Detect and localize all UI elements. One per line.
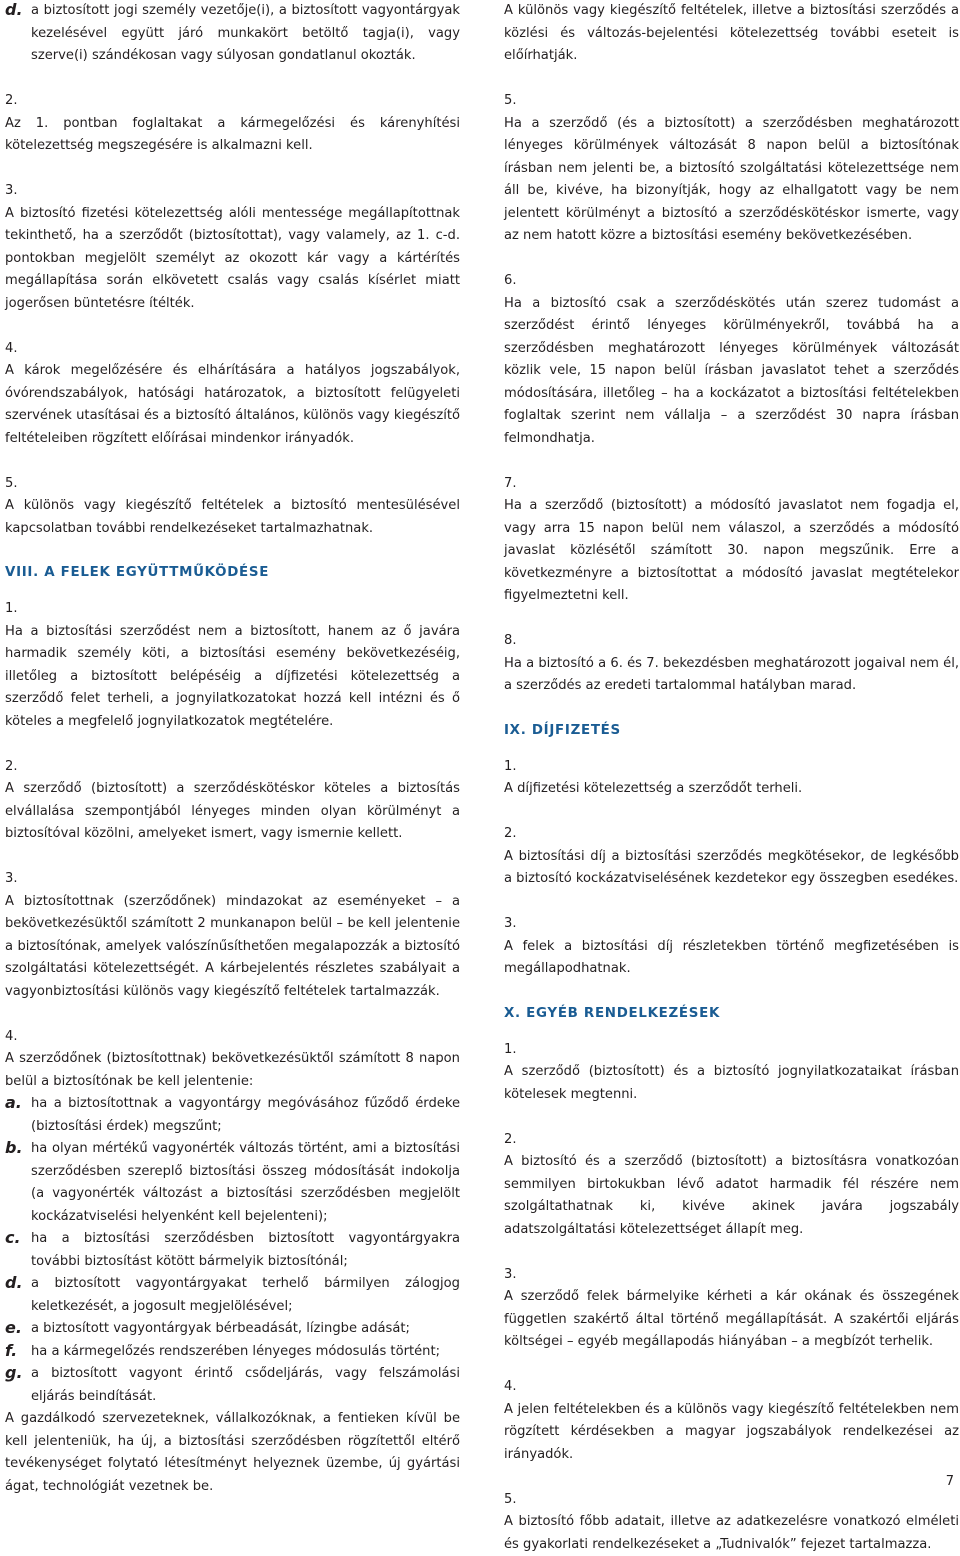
section-1: [5, 598, 460, 733]
section-1: [504, 756, 959, 801]
section-text: A szerződő felek bármelyike kérheti a kár okának és összegének független szakértő által történő megállapítását. A szakértői eljárás költségei – egyéb megállapodás hiányában – a megbízót terhelik.: [504, 1286, 959, 1354]
right-column: [504, 0, 959, 1556]
section-4: [5, 1026, 460, 1499]
list-item: [5, 1138, 460, 1228]
list-marker: a.: [5, 1093, 31, 1138]
section-4: [504, 1376, 959, 1466]
left-column: [5, 0, 460, 1498]
section-text: Az 1. pontban foglaltakat a kármegelőzési és kárenyhítési kötelezettség megszegésére is alkalmazni kell.: [5, 113, 460, 158]
section-number: 1.: [5, 598, 460, 621]
section-1: [504, 1039, 959, 1107]
list-item: [5, 1363, 460, 1408]
section-text: A szerződő (biztosított) a szerződéskötéskor köteles a biztosítás elvállalása szempontjából lényeges minden olyan körülményt a biztosítóval közölni, amelyeket ismert, vagy ismernie kellett.: [5, 778, 460, 846]
section-number: 1.: [504, 756, 959, 779]
list-item: [5, 1273, 460, 1318]
list-item: [5, 1093, 460, 1138]
list-text: a biztosított vagyont érintő csődeljárás, vagy felszámolási eljárás beindítását.: [31, 1363, 460, 1408]
section-number: 4.: [5, 338, 460, 361]
section-2: [5, 90, 460, 158]
section-text: A jelen feltételekben és a különös vagy kiegészítő feltételekben nem rögzített kérdésekben a magyar jogszabályok rendelkezései az irányadók.: [504, 1399, 959, 1467]
section-text: A biztosítási díj a biztosítási szerződés megkötésekor, de legkésőbb a biztosító kockázatviselésének kezdetekor egy összegben esedékes.: [504, 846, 959, 891]
section-number: 5.: [504, 1489, 959, 1512]
list-text: ha a kármegelőzés rendszerében lényeges módosulás történt;: [31, 1341, 460, 1364]
section-5: [5, 473, 460, 541]
section-number: 5.: [504, 90, 959, 113]
section-text-after-list: A gazdálkodó szervezeteknek, vállalkozóknak, a fentieken kívül be kell jelenteniük, ha új, a biztosítási szerződésben rögzítettől eltérő tevékenységet folytató létesítményt helyeznek üzembe, új gyártási ágat, technológiát vezetnek be.: [5, 1408, 460, 1498]
section-text: A szerződőnek (biztosítottnak) bekövetkezésüktől számított 8 napon belül a biztosítónak be kell jelentenie:: [5, 1048, 460, 1093]
list-text: ha a biztosítottnak a vagyontárgy megóvásához fűződő érdeke (biztosítási érdek) megszűnt;: [31, 1093, 460, 1138]
section-number: 4.: [504, 1376, 959, 1399]
list-marker: d.: [5, 1273, 31, 1318]
section-text: Ha a szerződő (és a biztosított) a szerződésben meghatározott lényeges körülmények változását 8 napon belül a biztosítónak írásban nem jelenti be, a biztosító szolgáltatási kötelezettsége nem áll be, kivéve, ha bizonyítják, hogy az elhallgatott vagy be nem jelentett körülményt a biztosító a szerződéskötéskor ismerte, vagy az nem hatott közre a biztosítási esemény bekövetkezésében.: [504, 113, 959, 248]
section-number: 2.: [504, 1129, 959, 1152]
section-number: 3.: [504, 913, 959, 936]
list-marker: e.: [5, 1318, 31, 1341]
section-text: Ha a biztosító a 6. és 7. bekezdésben meghatározott jogaival nem él, a szerződés az eredeti tartalommal hatályban marad.: [504, 653, 959, 698]
section-2: [504, 823, 959, 891]
section-3: [504, 913, 959, 981]
section-6: [504, 270, 959, 450]
list-item: [5, 1228, 460, 1273]
list-marker: f.: [5, 1341, 31, 1364]
section-text: A biztosító és a szerződő (biztosított) a biztosításra vonatkozóan semmilyen birtokukban lévő adatot harmadik fél részére nem szolgáltathatnak ki, kivéve akinek javára jogszabály adatszolgáltatási kötelezettséget állapít meg.: [504, 1151, 959, 1241]
section-text: Ha a biztosító csak a szerződéskötés után szerez tudomást a szerződést érintő lényeges körülményekről, továbbá ha a szerződésben meghatározott lényeges körülmények változását közlik vele, 15 napon belül írásban javaslatot tehet a szerződés módosítására, illetőleg – ha a kockázatot a biztosítási feltételekben foglaltak szerint nem vállalja – a szerződést 30 napra írásban felmondhatja.: [504, 293, 959, 451]
section-text: A díjfizetési kötelezettség a szerződőt terheli.: [504, 778, 959, 801]
section-5: [504, 90, 959, 248]
section-number: 3.: [504, 1264, 959, 1287]
list-marker: g.: [5, 1363, 31, 1408]
section-number: 3.: [5, 868, 460, 891]
section-8: [504, 630, 959, 698]
section-number: 4.: [5, 1026, 460, 1049]
list-text: a biztosított jogi személy vezetője(i), a biztosított vagyontárgyak kezelésével együtt járó munkakört betöltő tagja(i), vagy szerve(i) szándékosan vagy súlyosan gondatlanul okozták.: [31, 0, 460, 68]
section-text: A biztosító főbb adatait, illetve az adatkezelésre vonatkozó elméleti és gyakorlati rendelkezéseket a „Tudnivalók” fejezet tartalmazza.: [504, 1511, 959, 1556]
chapter-heading-x: X. EGYÉB RENDELKEZÉSEK: [504, 1003, 959, 1025]
section-text: A felek a biztosítási díj részletekben történő megfizetésében is megállapodhatnak.: [504, 936, 959, 981]
chapter-heading-ix: IX. DÍJFIZETÉS: [504, 720, 959, 742]
section-2: [5, 756, 460, 846]
section-text: A károk megelőzésére és elhárítására a hatályos jogszabályok, óvórendszabályok, hatósági határozatok, a biztosított felügyeleti szervének utasításai és a biztosító általános, különös vagy kiegészítő feltételeiben rögzített előírásai mindenkor irányadók.: [5, 360, 460, 450]
section-2: [504, 1129, 959, 1242]
section-3: [504, 1264, 959, 1354]
list-text: a biztosított vagyontárgyak bérbeadását, lízingbe adását;: [31, 1318, 460, 1341]
section-number: 6.: [504, 270, 959, 293]
list-text: a biztosított vagyontárgyakat terhelő bármilyen zálogjog keletkezését, a jogosult megjelölésével;: [31, 1273, 460, 1318]
list-marker: b.: [5, 1138, 31, 1228]
section-number: 3.: [5, 180, 460, 203]
section-number: 5.: [5, 473, 460, 496]
section-number: 1.: [504, 1039, 959, 1062]
section-number: 2.: [504, 823, 959, 846]
list-item: [5, 1318, 460, 1341]
intro-paragraph: A különös vagy kiegészítő feltételek, illetve a biztosítási szerződés a közlési és változás-bejelentési kötelezettség további eseteit is előírhatják.: [504, 0, 959, 68]
section-number: 2.: [5, 90, 460, 113]
list-item: [5, 1341, 460, 1364]
section-3: [5, 180, 460, 315]
list-marker: d.: [5, 0, 31, 68]
list-item: [5, 0, 460, 68]
list-text: ha olyan mértékű vagyonérték változás történt, ami a biztosítási szerződésben szereplő biztosítási összeg módosítását indokolja (a vagyonérték változást a biztosítási szerződésben megjelölt kockázatviselési helyenként kell bejelenteni);: [31, 1138, 460, 1228]
section-number: 8.: [504, 630, 959, 653]
section-number: 7.: [504, 473, 959, 496]
section-3: [5, 868, 460, 1003]
section-number: 2.: [5, 756, 460, 779]
section-text: Ha a szerződő (biztosított) a módosító javaslatot nem fogadja el, vagy arra 15 napon belül nem válaszol, a szerződés a módosító javaslat közlésétől számított 30. napon megszűnik. Erre a következményre a biztosítottat a módosító javaslat megtételekor figyelmeztetni kell.: [504, 495, 959, 608]
list-text: ha a biztosítási szerződésben biztosított vagyontárgyakra további biztosítást kötött bármelyik biztosítónál;: [31, 1228, 460, 1273]
section-text: A biztosítottnak (szerződőnek) mindazokat az eseményeket – a bekövetkezésüktől számított 2 munkanapon belül – be kell jelentenie a biztosítónak, amelyek valószínűsíthetően megalapozzák a biztosító szolgáltatási kötelezettségét. A kárbejelentés részletes szabályait a vagyonbiztosítási különös vagy kiegészítő feltételek tartalmazzák.: [5, 891, 460, 1004]
chapter-heading-viii: VIII. A FELEK EGYÜTTMŰKÖDÉSE: [5, 562, 460, 584]
section-text: A különös vagy kiegészítő feltételek a biztosító mentesülésével kapcsolatban további rendelkezéseket tartalmazhatnak.: [5, 495, 460, 540]
page-number: 7: [946, 1474, 954, 1490]
section-text: Ha a biztosítási szerződést nem a biztosított, hanem az ő javára harmadik személy köti, a biztosítási esemény bekövetkezéséig, illetőleg a biztosított belépéséig a díjfizetési kötelezettség a szerződő felet terheli, a jognyilatkozatokat hozzá kell intézni és ő köteles a megfelelő jognyilatkozatok megtételére.: [5, 621, 460, 734]
section-7: [504, 473, 959, 608]
section-text: A szerződő (biztosított) és a biztosító jognyilatkozataikat írásban kötelesek megtenni.: [504, 1061, 959, 1106]
section-text: A biztosító fizetési kötelezettség alóli mentessége megállapítottnak tekinthető, ha a szerződőt (biztosítottat), vagy valamely, az 1. c-d. pontokban megjelölt személyt az okozott kár vagy a kártérítés megállapítása során elkövetett csalás vagy csalás kísérlet miatt jogerősen büntetésre ítélték.: [5, 203, 460, 316]
list-marker: c.: [5, 1228, 31, 1273]
section-4: [5, 338, 460, 451]
